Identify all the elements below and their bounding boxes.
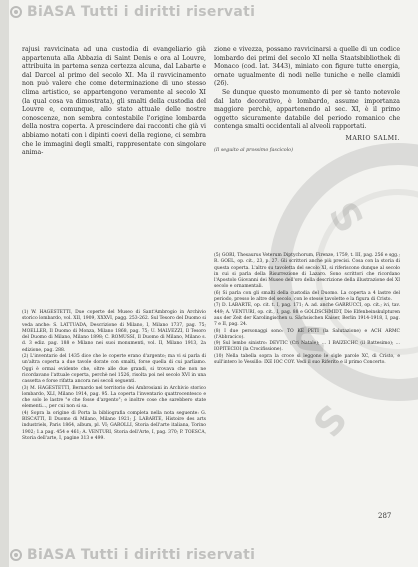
watermark-top-text: BiASA Tutti i diritti riservati <box>27 4 256 20</box>
biasa-logo-icon <box>10 549 22 561</box>
footnote: (8) I due personaggi sono: TO KE PETI (la Salutazione) e ACH ARMC (l'Abbracico). <box>214 328 400 340</box>
paragraph: rajusi ravvicinata ad una custodia di evangeliario già appartenuta alla Abbazia di Saint Denis e ora al Louvre, attribuita in partema senza certezza alcuna, dal Labarte e dal Darcel al primo del secolo XI. Ma il ravvicinamento non può valere che come determinazione di uno stesso clima artistico, se appartengono veramente al secolo XI (la qual cosa va dimostrata), gli smalti della custodia del Louvre e, comunque, allo stato attuale delle nostre conoscenze, non sembra contestabile l'origine lombarda della nostra coperta. A prescindere dai racconti che già vi abbiamo notati con i dipinti coevi della regione, ci sembra che le immagini degli smalti, rappresentate con singolare anima- <box>22 46 206 157</box>
continuation-caption: (Il seguito al prossimo fascicolo) <box>214 147 293 153</box>
watermark-bottom <box>0 543 418 567</box>
paragraph: Se dunque questo monumento di per sè tanto notevole dal lato decorativo, è lombardo, assume importanza maggiore perchè, appartenendo al sec. XI, è il primo oggetto sicuramente databile del periodo romanico che contenga smalti occidentali al alveoli rapportati. <box>214 88 400 131</box>
main-text-right-column <box>214 46 400 155</box>
author-signature: MARIO SALMI. <box>345 134 400 142</box>
watermark-top <box>0 0 418 24</box>
paragraph: zione e vivezza, possano ravvicinarsi a quelle di un codice lombardo dei primi del secolo XI nella Staatsbibliothek di Monaco (cod. lat. 3443), miniato con figure tutte energia, ornate ugualmente di nodi nelle tuniche e nelle clamidi (26). <box>214 46 400 88</box>
footnote: (3) M. HAGESTETTI, Bernardo nel territorio dei Ambrosiani in Archivio storico lombardo, XLI, Milano 1914, pag. 95. La coperta l'inventario quattrocentesco e che solo le lastre "e che fosse d'argento"; e inoltre cose che sarebbero state elementi..., per cui non si sa. <box>22 385 206 410</box>
footnote: (6) Si parla con gli smalti della custodia del Duomo. La coperta a 4 lastre del periodo, presso le altre del secolo, con le stesse tavolette e la figura di Cristo. <box>214 290 400 303</box>
footnote: (2) L'inventario del 1435 dice che le coperte erano d'argento; ma vi si parla di un'altra coperta a due tavole dorate con smalti, forse quella di cui parliamo. Oggi è ormai evidente che, oltre alle due grandi, si trovava che non ne ricordavano l'attuale coperta, perchè nel 1526, risolta poi nel secolo XVI in una cassetta e forse rifatta ancora nei secoli seguenti. <box>22 354 206 385</box>
footnote: (7) D. LABARTE, op. cit. t. I, pag. 171; A. ad. anche GARRUCCI, op. cit.; ivi, tav. 449; A. VENTURI, op. cit., I, pag. 88 e GOLDSCHMIDT, Die Elfenbeinskulpturen aus der Zeit der Karolingischen u. Sächsischen Kaiser, Berlin 1914-1918, I, pag. 7 e II, pag. 24. <box>214 303 400 328</box>
footnotes-left-column <box>22 310 206 442</box>
footnote: (4) Sopra la origine di Porta la bibliografia completa nella nota seguente: G. BISCATTI, Il Duomo di Milano, Milano 1921; J. LABARTE, Histoire des arts industriels, Paris 1864, album, pl. VI; GAROLLI, Storia dell'arte italiana, Torino 1902; 1.a pag. 454 e 461; A. VENTURI, Storia dell'Arte, I, pag. 370; P. TOESCA, Storia dell'arte, I, pagine 313 e 499. <box>22 410 206 441</box>
main-text-left-column <box>22 46 206 158</box>
footnote: (5) GORI, Thesaurus Veterum Diptychorum, Firenze, 1759, t. III, pag. 256 e sgg.; R. GOEL, op. cit., 23, p. 27. Gli scrittori anche più precisi. Cosa con la storia di questa coperta. L'altro su tavoletta del secolo XI, si riferiscono dunque al secolo in cui si parla della Risurrezione di Lazaro. Sono scrittori che ricordano l'Apostolo Giovanni dei Museo dell'oro della descrizione della illustrazione del XI secolo e ornamentali. <box>214 253 400 290</box>
page-gutter <box>0 0 9 567</box>
biasa-logo-icon <box>10 6 22 18</box>
footnotes-right-column <box>214 253 400 366</box>
footnote: (10) Nella tabella sopra la croce si leggono le sigle parole XC, di Cristo, e sull'intero lo Vessillo: IXE IOC COY. Vedi il suo Riferito e il primo Concerto. <box>214 353 400 366</box>
footnote: (1) W. HAGESTETTI, Due coperte del Museo di Sant'Ambrogio in Archivio storico lombardo, vol. XII, 1909, XXXVI, pagg. 253-262. Sul Tesoro del Duomo si veda anche: S. LATTUADA, Descrizione di Milano, I, Milano 1737, pag. 75; MOELLER, Il Duomo di Monza, Milano 1868, pag. 75; U. MALVEZZI, Il Tesoro del Duomo di Milano, Milano 1898; C. ROMUSSI, Il Duomo di Milano, Milano s. d. 3 ediz. pag. 188 e Milano nei suoi monumenti, vol. II, Milano 1913, 2a edizione, pag. 288. <box>22 310 206 353</box>
watermark-bottom-text: BiASA Tutti i diritti riservati <box>27 547 256 563</box>
footnote: (9) Sul lembo sinistro: DEVTIC (Cri Natale); ... I BAIZECHC (il Battesimo); ... IOPITECIOI (la Crocifissione). <box>214 341 400 353</box>
page-number: 287 <box>378 512 392 520</box>
